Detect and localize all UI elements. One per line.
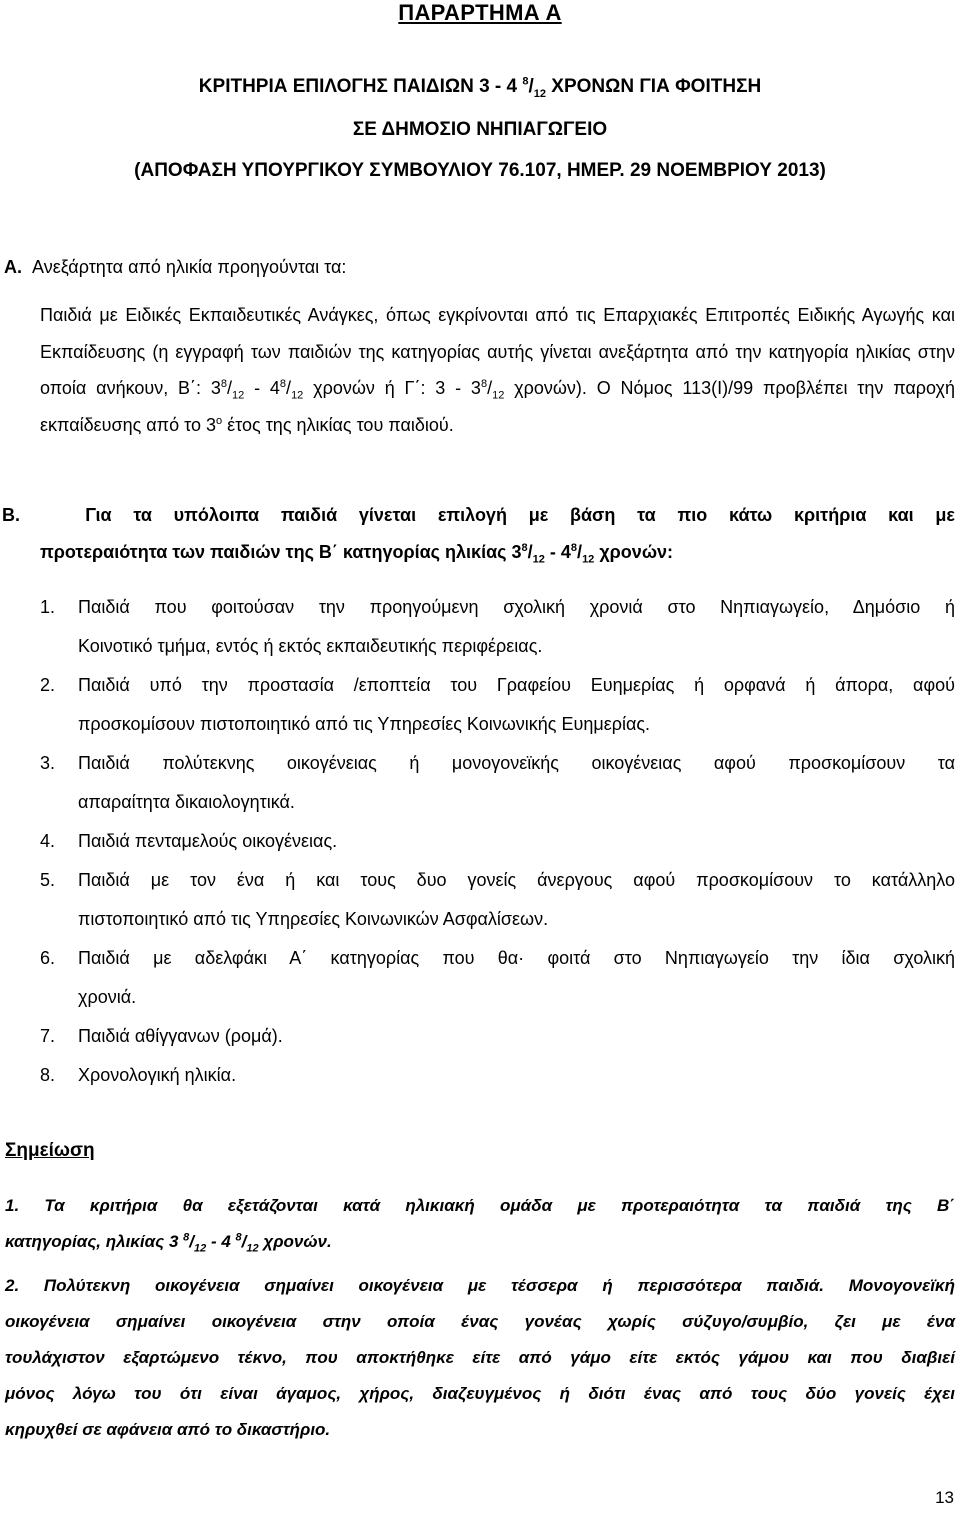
list-item: 4. Παιδιά πενταμελούς οικογένειας. bbox=[40, 831, 338, 851]
document-title: ΠΑΡΑΡΤΗΜΑ Α bbox=[398, 0, 562, 25]
list-item: 3. Παιδιά πολύτεκνης οικογένειας ή μονογονεϊκής οικογένειας αφού προσκομίσουν τα απαραίτητα δικαιολογητικά. bbox=[40, 753, 955, 812]
section-a-heading: A. Ανεξάρτητα από ηλικία προηγούνται τα: bbox=[4, 257, 347, 277]
list-item: 7. Παιδιά αθίγγανων (ρομά). bbox=[40, 1026, 283, 1046]
note-2: 2. Πολύτεκνη οικογένεια σημαίνει οικογένεια με τέσσερα ή περισσότερα παιδιά. Μονογονεϊκή οικογένεια σημαίνει οικογένεια στην οποία ένας γονέας χωρίς σύζυγο/συμβίο, ζει με ένα τουλάχιστον εξαρτώμενο τέκνο, που αποκτήθηκε είτε από γάμο είτε εκτός γάμου και που διαβιεί μόνος λόγω του ότι είναι άγαμος, χήρος, διαζευγμένος ή διότι ένας από τους δύο γονείς έχει κηρυχθεί σε αφάνεια από το δικαστήριο. bbox=[5, 1276, 955, 1439]
section-b-heading: B. Για τα υπόλοιπα παιδιά γίνεται επιλογή με βάση τα πιο κάτω κριτήρια και με προτεραιότητα των παιδιών της Β΄ κατηγορίας ηλικίας $3^8/_{12} - 4^8/_{12}$ χρονών: bbox=[2, 505, 955, 566]
list-item: 8. Χρονολογική ηλικία. bbox=[40, 1065, 237, 1085]
page-number: 13 bbox=[935, 1488, 954, 1507]
list-item: 6. Παιδιά με αδελφάκι Α΄ κατηγορίας που θα· φοιτά στο Νηπιαγωγείο την ίδια σχολική χρονιά. bbox=[40, 948, 955, 1007]
subtitle-line-2: ΣΕ ΔΗΜΟΣΙΟ ΝΗΠΙΑΓΩΓΕΙΟ bbox=[352, 119, 608, 140]
subtitle-line-3: (ΑΠΟΦΑΣΗ ΥΠΟΥΡΓΙΚΟΥ ΣΥΜΒΟΥΛΙΟΥ 76.107, ΗΜΕΡ. 29 ΝΟΕΜΒΡΙΟΥ 2013) bbox=[134, 160, 826, 181]
subtitle-line-1: ΚΡΙΤΗΡΙΑ ΕΠΙΛΟΓΗΣ ΠΑΙΔΙΩΝ 3 - 4 $^8/_{12}$ ΧΡΟΝΩΝ ΓΙΑ ΦΟΙΤΗΣΗ bbox=[198, 75, 762, 100]
list-item: 2. Παιδιά υπό την προστασία /εποπτεία του Γραφείου Ευημερίας ή ορφανά ή άπορα, αφού προσκομίσουν πιστοποιητικό από τις Υπηρεσίες Κοινωνικής Ευημερίας. bbox=[40, 675, 955, 734]
criteria-list bbox=[40, 588, 955, 1095]
section-a-paragraph: Παιδιά με Ειδικές Εκπαιδευτικές Ανάγκες, όπως εγκρίνονται από τις Επαρχιακές Επιτροπές Ειδικής Αγωγής και Εκπαίδευσης (η εγγραφή των παιδιών της κατηγορίας αυτής γίνεται ανεξάρτητα από την κατηγορία ηλικίας στην οποία ανήκουν, Β΄: $3^8/_{12} - 4^8/_{12}$ χρονών ή Γ΄: $3 - 3^8/_{12}$ χρονών). Ο Νόμος 113(Ι)/99 προβλέπει την παροχή εκπαίδευσης από το $3^o$ έτος της ηλικίας του παιδιού. bbox=[40, 305, 956, 435]
note-heading: Σημείωση bbox=[5, 1140, 95, 1161]
list-item: 5. Παιδιά με τον ένα ή και τους δυο γονείς άνεργους αφού προσκομίσουν το κατάλληλο πιστοποιητικό από τις Υπηρεσίες Κοινωνικών Ασφαλίσεων. bbox=[40, 870, 955, 929]
list-item: 1. Παιδιά που φοιτούσαν την προηγούμενη σχολική χρονιά στο Νηπιαγωγείο, Δημόσιο ή Κοινοτικό τμήμα, εντός ή εκτός εκπαιδευτικής περιφέρειας. bbox=[40, 597, 955, 656]
note-1: 1. Τα κριτήρια θα εξετάζονται κατά ηλικιακή ομάδα με προτεραιότητα τα παιδιά της Β΄ κατηγορίας, ηλικίας 3 $^8/_{12} - 4$ $^8/_{12}$ χρονών. bbox=[5, 1196, 955, 1255]
notes-block bbox=[5, 1188, 955, 1456]
